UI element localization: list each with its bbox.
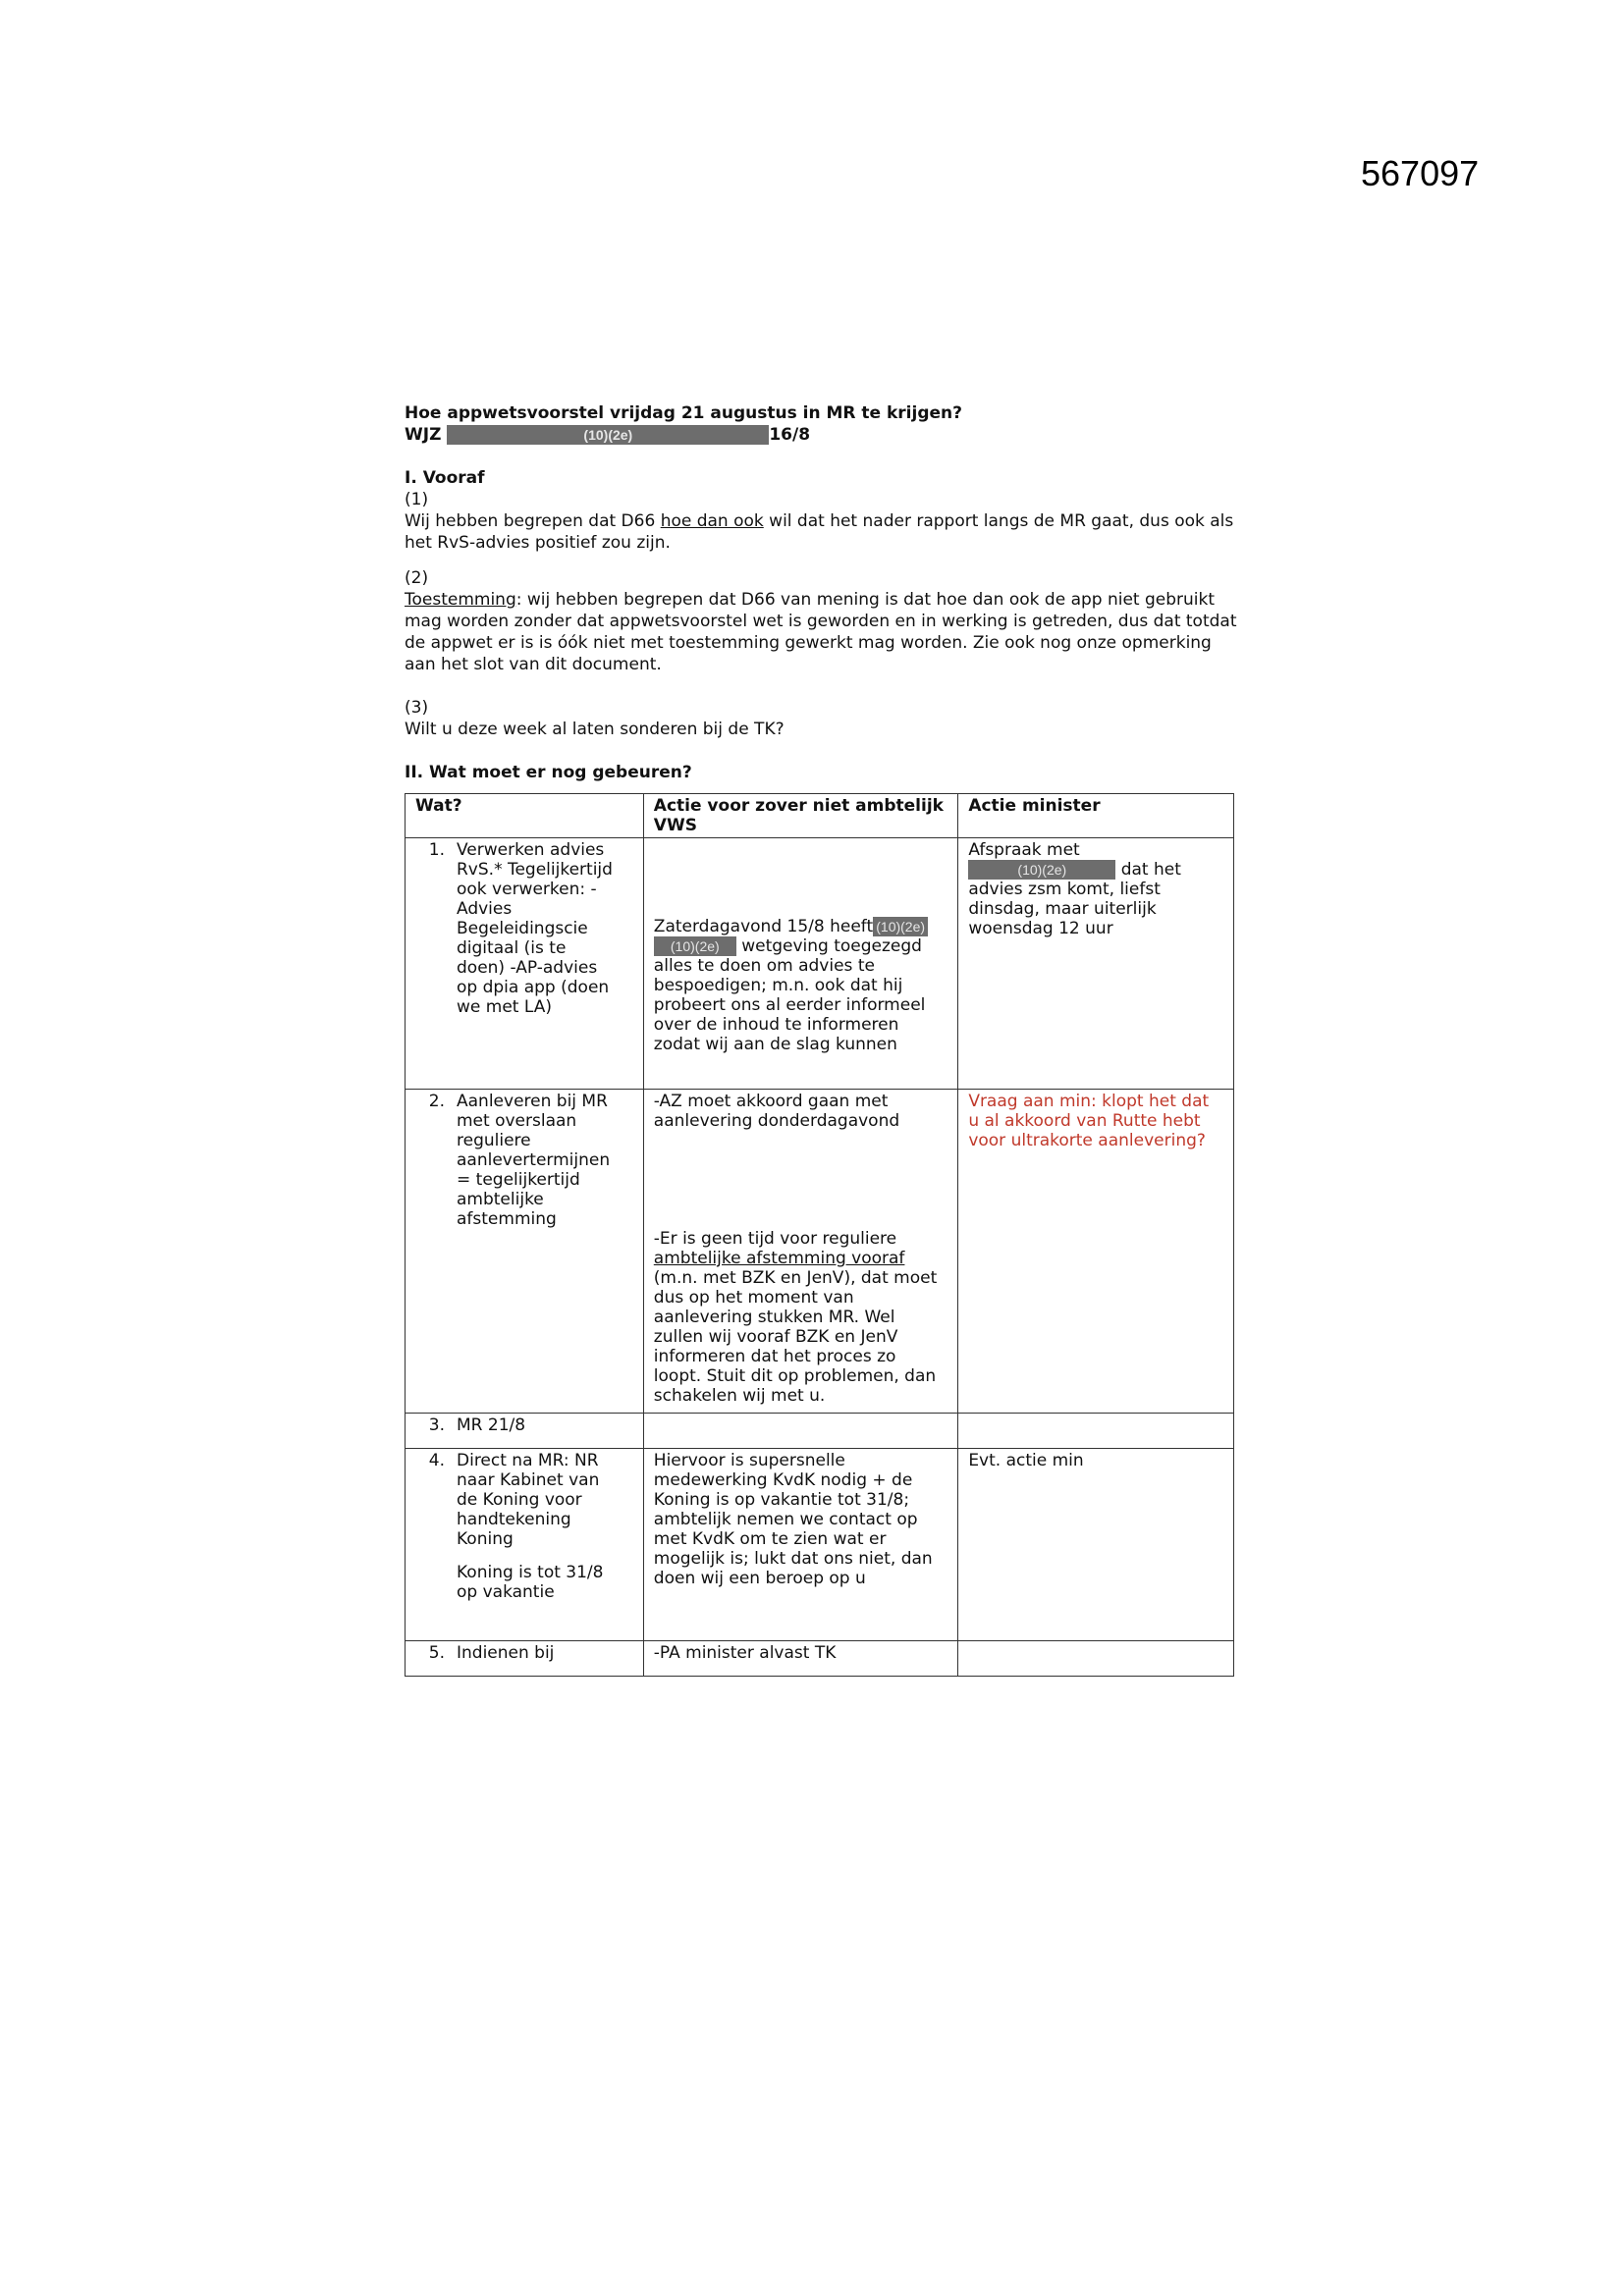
table-row: [406, 838, 1234, 1090]
redaction-block: (10)(2e): [873, 917, 928, 936]
item-label: (2): [405, 568, 429, 588]
column-header-wat: Wat?: [406, 794, 644, 838]
cell-minister: [958, 1641, 1234, 1677]
reference-line: [405, 424, 1239, 446]
document-body: [405, 402, 1239, 1677]
cell-wat: 2. Aanleveren bij MR met overslaan reguliere aanlevertermijnen = tegelijkertijd ambtelijke afstemming: [406, 1090, 644, 1414]
cell-actie: -PA minister alvast TK: [643, 1641, 958, 1677]
actions-table: [405, 793, 1234, 1677]
cell-actie: [643, 1414, 958, 1449]
table-header-row: [406, 794, 1234, 838]
cell-actie: Hiervoor is supersnelle medewerking KvdK nodig + de Koning is op vakantie tot 31/8; ambtelijk nemen we contact op met KvdK om te zien wat er mogelijk is; lukt dat ons niet, dan doen wij een beroep op u: [643, 1449, 958, 1641]
table-row: [406, 1449, 1234, 1641]
cell-wat: 3. MR 21/8: [406, 1414, 644, 1449]
cell-actie: -AZ moet akkoord gaan met aanlevering donderdagavond -Er is geen tijd voor reguliere ambtelijke afstemming vooraf (m.n. met BZK en JenV), dat moet dus op het moment van aanlevering stukken MR. Wel zullen wij vooraf BZK en JenV informeren dat het proces zo loopt. Stuit dit op problemen, dan schakelen wij met u.: [643, 1090, 958, 1414]
document-title: Hoe appwetsvoorstel vrijdag 21 augustus in MR te krijgen?: [405, 403, 962, 423]
cell-wat: 1. Verwerken advies RvS.* Tegelijkertijd ook verwerken: -Advies Begeleidingscie digitaal (is te doen) -AP-advies op dpia app (doen we met LA): [406, 838, 644, 1090]
table-row: [406, 1090, 1234, 1414]
column-header-minister: Actie minister: [958, 794, 1234, 838]
table-row: [406, 1641, 1234, 1677]
item-3-text: Wilt u deze week al laten sonderen bij de TK?: [405, 720, 785, 739]
section-heading-vooraf: I. Vooraf: [405, 468, 485, 488]
cell-minister: Afspraak met (10)(2e) dat het advies zsm komt, liefst dinsdag, maar uiterlijk woensdag 12 uur: [958, 838, 1234, 1090]
wjz-suffix: 16/8: [769, 425, 811, 445]
cell-wat: 4. Direct na MR: NR naar Kabinet van de Koning voor handtekening Koning Koning is tot 31/8 op vakantie: [406, 1449, 644, 1641]
item-1-text: Wij hebben begrepen dat D66 hoe dan ook wil dat het nader rapport langs de MR gaat, dus ook als het RvS-advies positief zou zijn.: [405, 511, 1234, 553]
cell-actie: Zaterdagavond 15/8 heeft (10)(2e) (10)(2e) wetgeving toegezegd alles te doen om advies te bespoedigen; m.n. ook dat hij probeert ons al eerder informeel over de inhoud te informeren zodat wij aan de slag kunnen: [643, 838, 958, 1090]
column-header-actie: Actie voor zover niet ambtelijk VWS: [643, 794, 958, 838]
redaction-block: (10)(2e): [447, 425, 769, 445]
cell-minister: [958, 1414, 1234, 1449]
redaction-block: (10)(2e): [968, 860, 1115, 880]
wjz-prefix: WJZ: [405, 425, 442, 445]
cell-wat: 5. Indienen bij: [406, 1641, 644, 1677]
cell-minister: Evt. actie min: [958, 1449, 1234, 1641]
table-row: [406, 1414, 1234, 1449]
document-number: 567097: [1361, 153, 1480, 193]
cell-minister-question: Vraag aan min: klopt het dat u al akkoord van Rutte hebt voor ultrakorte aanlevering?: [958, 1090, 1234, 1414]
section-heading-wat-moet: II. Wat moet er nog gebeuren?: [405, 763, 692, 782]
item-label: (3): [405, 698, 429, 718]
item-label: (1): [405, 490, 429, 509]
item-2-text: Toestemming: wij hebben begrepen dat D66 van mening is dat hoe dan ook de app niet gebruikt mag worden zonder dat appwetsvoorstel wet is geworden en in werking is getreden, dus dat totdat de appwet er is is óók niet met toestemming gewerkt mag worden. Zie ook nog onze opmerking aan het slot van dit document.: [405, 590, 1237, 674]
redaction-block: (10)(2e): [654, 936, 736, 956]
